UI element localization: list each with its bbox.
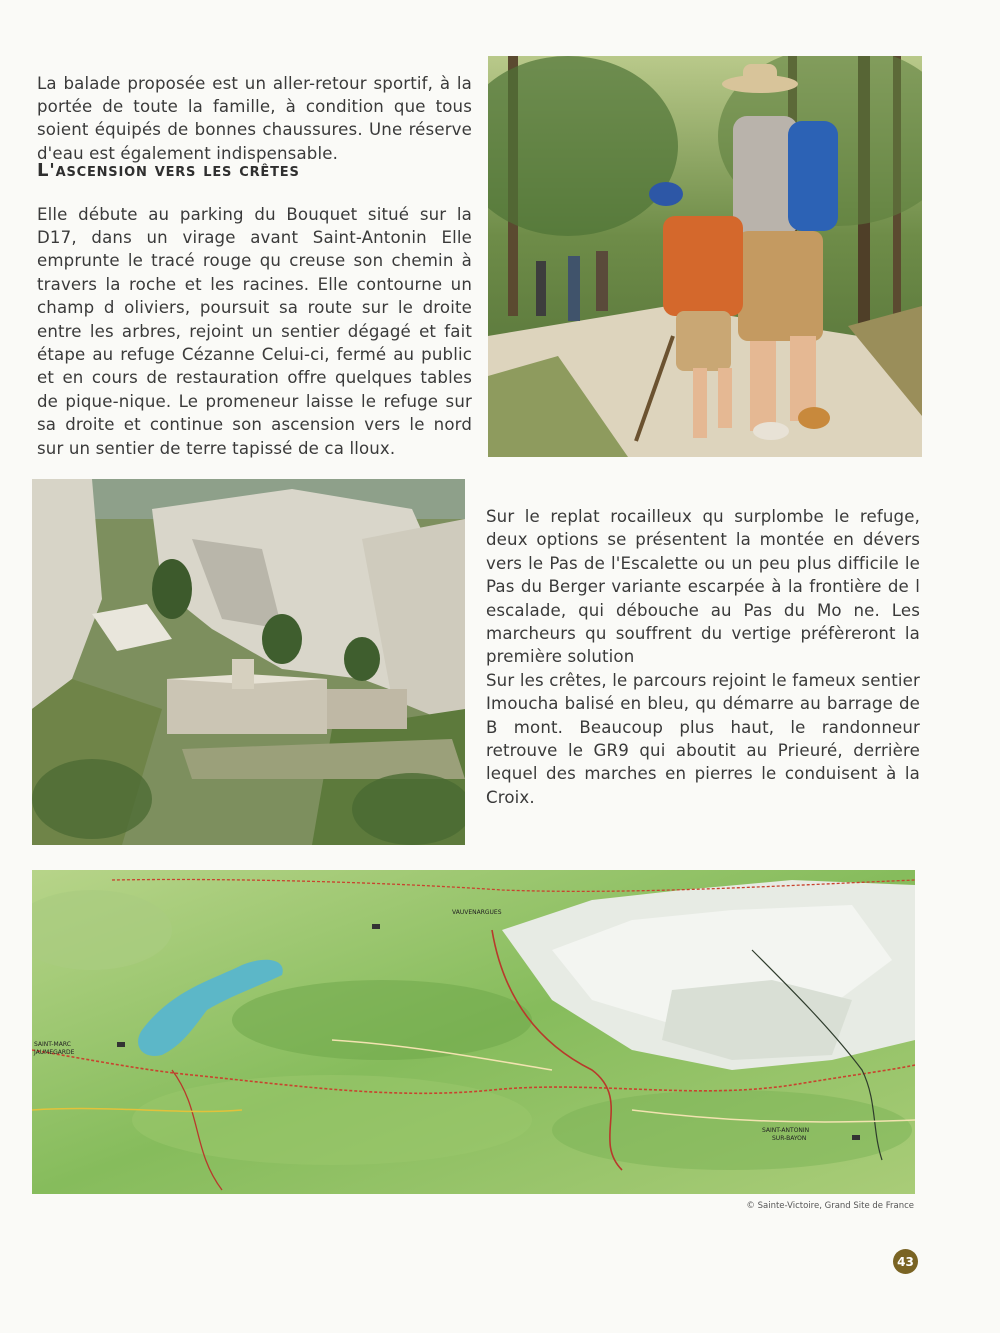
chapel-photo: [32, 479, 465, 845]
page-number: 43: [893, 1249, 918, 1274]
map-credit: © Sainte-Victoire, Grand Site de France: [746, 1201, 914, 1211]
paragraph-cretes: Sur les crêtes, le parcours rejoint le fameux sentier Imoucha balisé en bleu, qu démarre au barrage de B mont. Beaucoup plus haut, le randonneur retrouve le GR9 qui aboutit au Prieuré, derrière lequel des marches en pierres le conduisent à la Croix.: [486, 670, 920, 807]
intro-paragraph: La balade proposée est un aller-retour sportif, à la portée de toute la famille, à condition que tous soient équipés de bonnes chaussures. Une réserve d'eau est également indispensable.: [37, 73, 472, 163]
map-label-jaumegarde: JAUMEGARDE: [34, 1049, 75, 1056]
map-label-sur-bayon: SUR-BAYON: [772, 1135, 807, 1142]
body-column-right: [486, 505, 920, 809]
map-label-saint-antonin: SAINT-ANTONIN: [762, 1127, 810, 1134]
section-heading: L'ascension vers les crêtes: [37, 160, 300, 181]
map-label-saint-marc: SAINT-MARC: [34, 1041, 71, 1048]
body-column-left: Elle débute au parking du Bouquet situé sur la D17, dans un virage avant Saint-Antonin Elle emprunte le tracé rouge qu creuse son chemin à travers la roche et les racines. Elle contourne un champ d oliviers, poursuit sa route sur le droite entre les arbres, rejoint un sentier dégagé et fait étape au refuge Cézanne Celui-ci, fermé au public et en cours de restauration offre quelques tables de pique-nique. Le promeneur laisse le refuge sur sa droite et continue son ascension vers le nord sur un sentier de terre tapissé de ca lloux.: [37, 204, 472, 458]
paragraph-options: Sur le replat rocailleux qu surplombe le refuge, deux options se présentent la montée en dévers vers le Pas de l'Escalette ou un peu plus difficile le Pas du Berger variante escarpée à la frontière de l escalade, qui débouche au Pas du Mo ne. Les marcheurs qu souffrent du vertige préfèreront la première solution: [486, 507, 920, 667]
map-label-vauvenargues: VAUVENARGUES: [452, 909, 502, 916]
hikers-photo: [488, 56, 922, 457]
trail-map: [32, 870, 915, 1194]
